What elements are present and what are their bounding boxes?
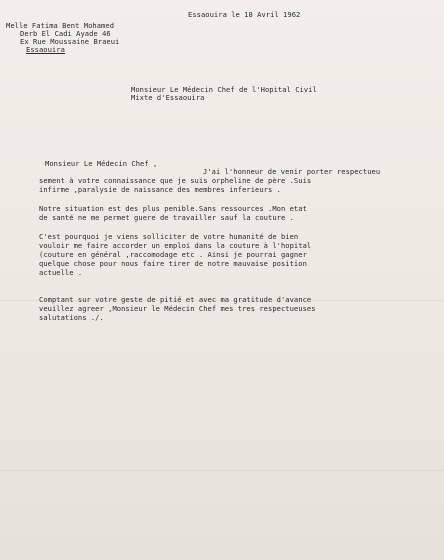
salutation: Monsieur Le Médecin Chef , bbox=[45, 159, 158, 168]
sender-city: Essaouira bbox=[26, 45, 65, 54]
body-line: vouloir me faire accorder un emploi dans la couture à l'hopital bbox=[39, 241, 312, 250]
paper-crease bbox=[0, 470, 444, 471]
body-line: quelque chose pour nous faire tirer de notre mauvaise position bbox=[39, 259, 307, 268]
body-line: actuelle . bbox=[39, 268, 83, 277]
recipient-line: Monsieur Le Médecin Chef de l'Hopital Civil bbox=[131, 85, 317, 94]
sender-address-line: Ex Rue Moussaine Braeui bbox=[20, 37, 120, 46]
recipient-line: Mixte d'Essaouira bbox=[131, 93, 205, 102]
sender-address-line: Derb El Cadi Ayade 46 bbox=[20, 29, 111, 38]
date-line: Essaouira le 18 Avril 1962 bbox=[188, 10, 301, 19]
body-line: veuillez agreer ,Monsieur le Médecin Chef mes tres respectueuses bbox=[39, 304, 316, 313]
body-line: C'est pourquoi je viens solliciter de votre humanité de bien bbox=[39, 232, 299, 241]
body-line: de santé ne me permet guere de travailler sauf la couture . bbox=[39, 213, 294, 222]
body-line: salutations ./. bbox=[39, 313, 104, 322]
sender-name: Melle Fatima Bent Mohamed bbox=[6, 21, 115, 30]
body-line: Notre situation est des plus penible.Sans ressources .Mon etat bbox=[39, 204, 307, 213]
body-line: infirme ,paralysie de naissance des membres inferieurs . bbox=[39, 185, 281, 194]
body-line: Comptant sur votre geste de pitié et avec ma gratitude d'avance bbox=[39, 295, 312, 304]
body-line: (couture en général ,raccomodage etc . Ainsi je pourrai gagner bbox=[39, 250, 307, 259]
body-line: sement à votre connaissance que je suis orpheline de père .Suis bbox=[39, 176, 312, 185]
body-line: J'ai l'honneur de venir porter respectueu bbox=[203, 167, 381, 176]
